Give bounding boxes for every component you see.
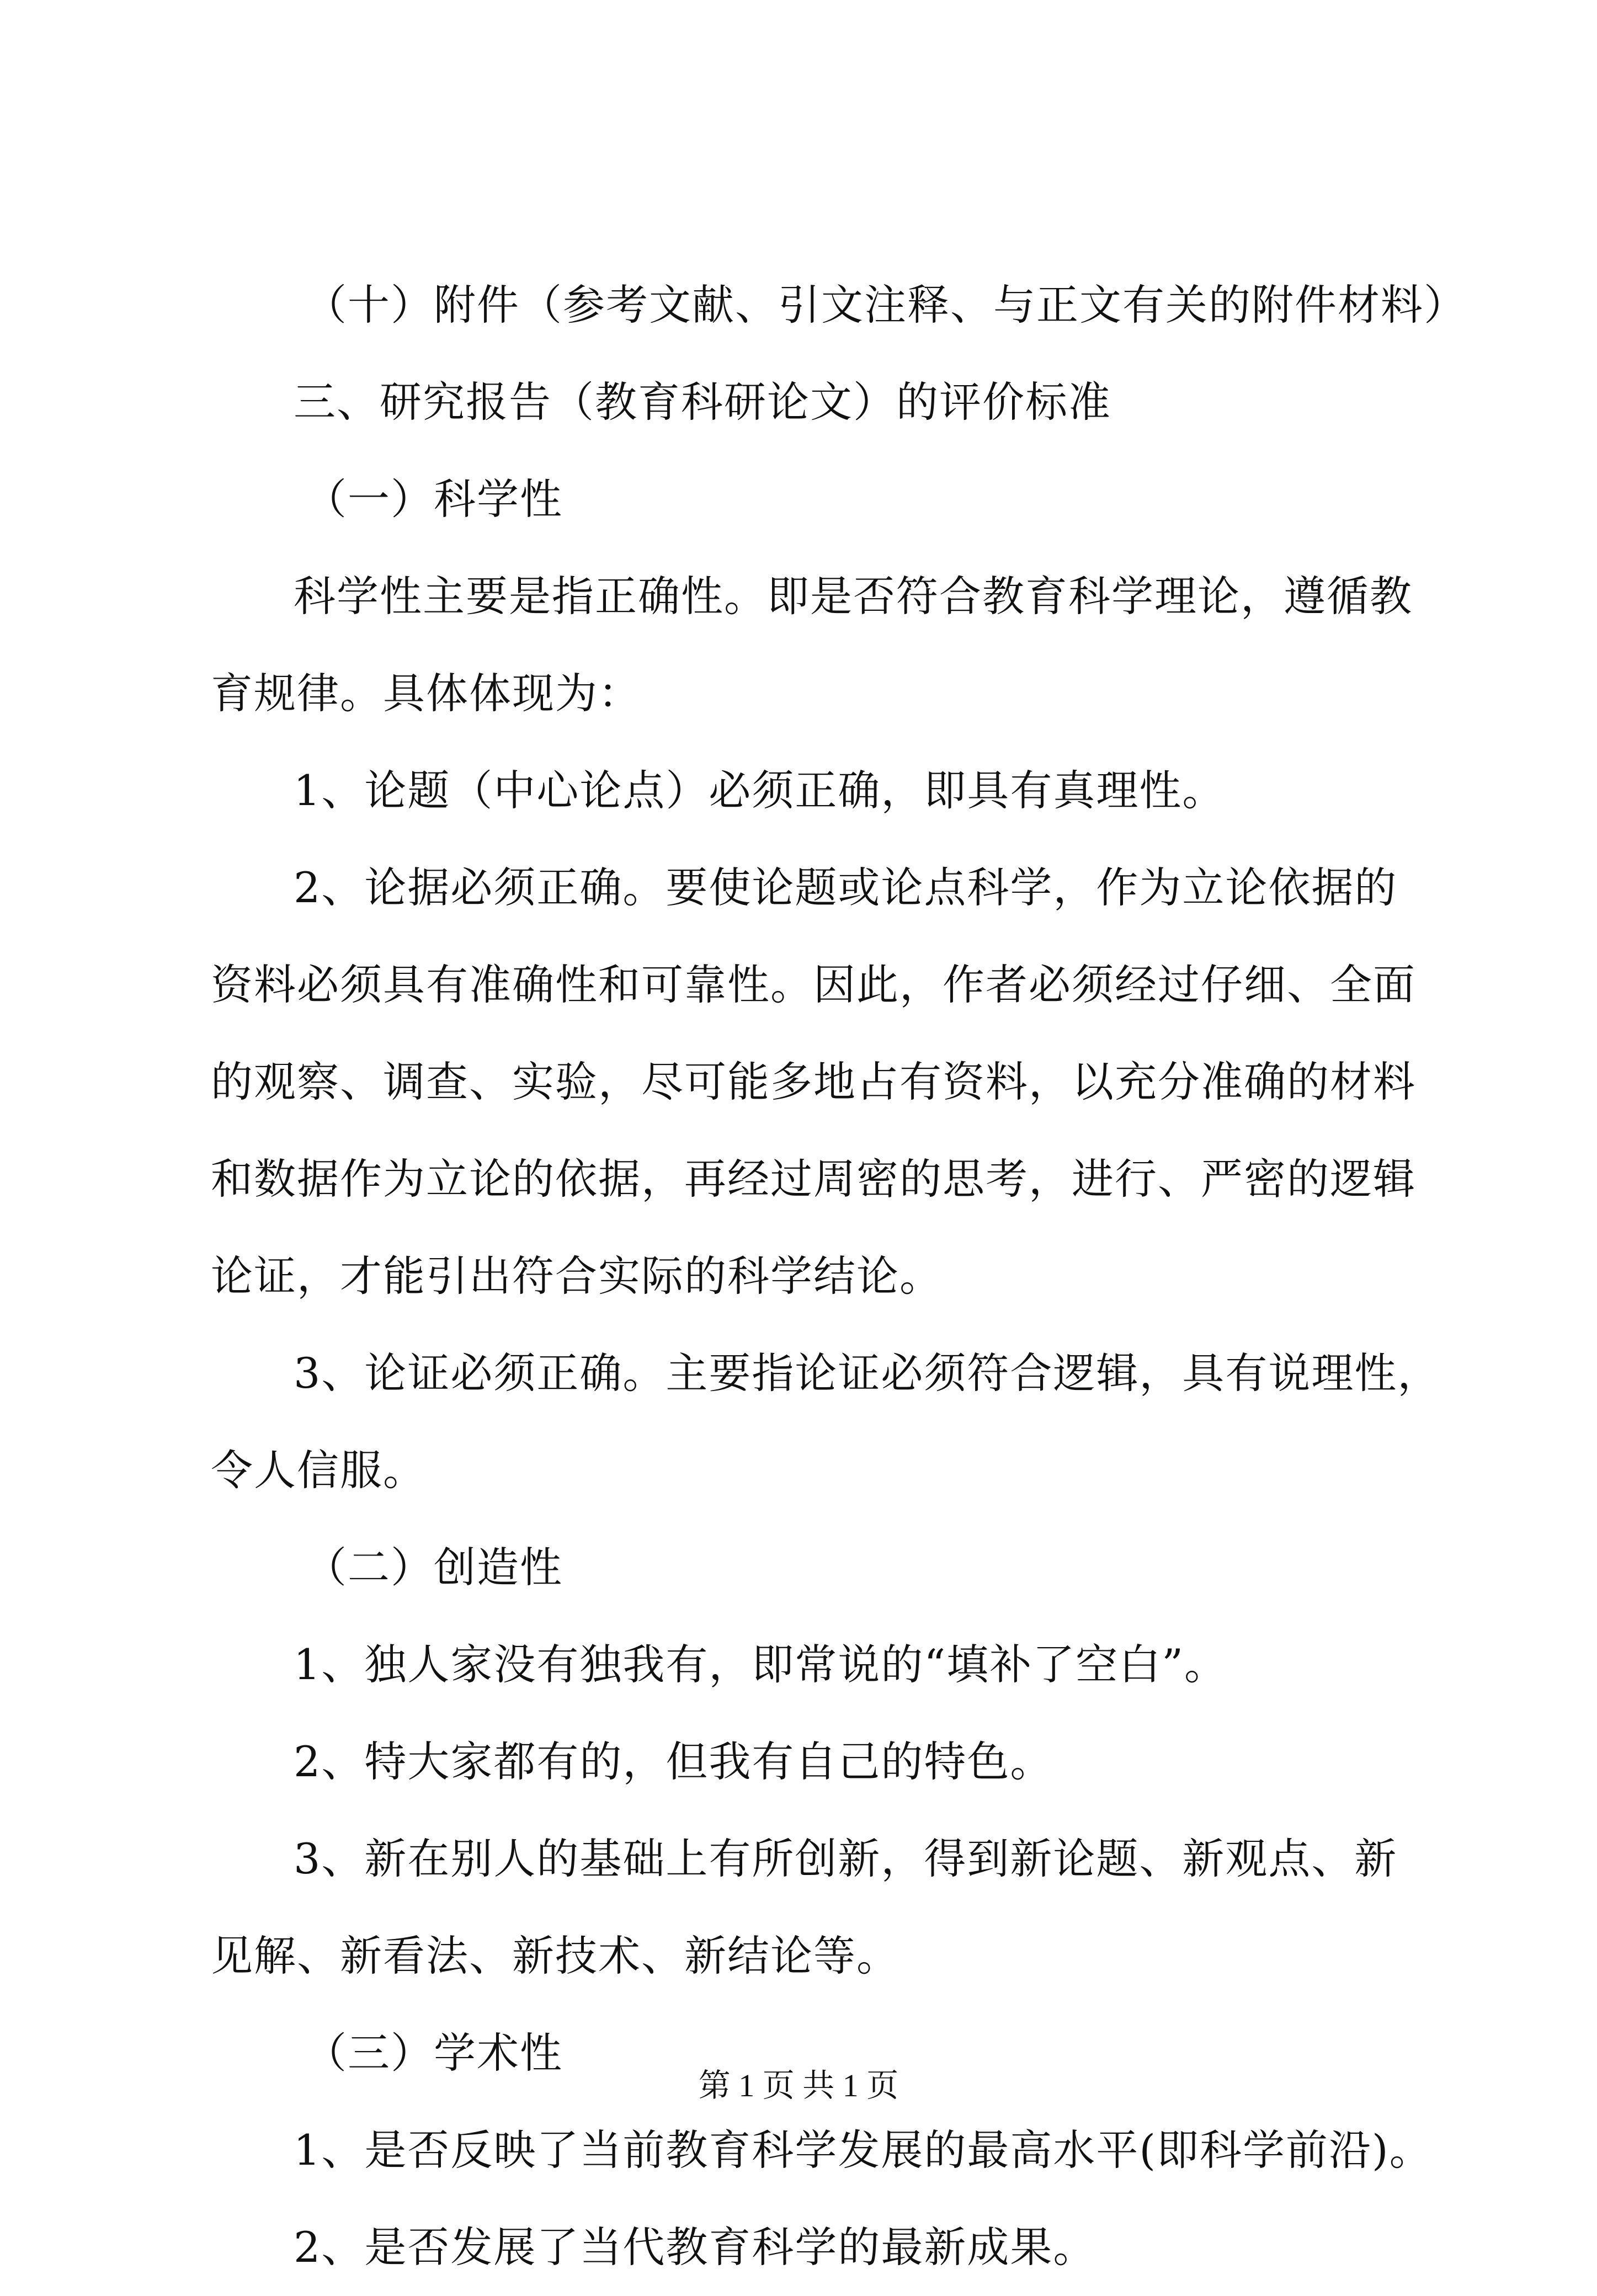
text-line: 育规律。具体体现为： (211, 669, 641, 718)
text-line: 1、是否反映了当前教育科学发展的最高水平(即科学前沿)。 (294, 2125, 1433, 2175)
text-line: 2、特大家都有的，但我有自己的特色。 (294, 1737, 1053, 1786)
text-line: 资料必须具有准确性和可靠性。因此，作者必须经过仔细、全面 (211, 960, 1416, 1009)
text-line: （二）创造性 (305, 1543, 563, 1592)
text-line: 1、论题（中心论点）必须正确，即具有真理性。 (294, 766, 1226, 815)
text-line: 的观察、调查、实验，尽可能多地占有资料，以充分准确的材料 (211, 1057, 1416, 1106)
text-line: 论证，才能引出符合实际的科学结论。 (211, 1251, 943, 1301)
text-line: 三、研究报告（教育科研论文）的评价标准 (294, 377, 1111, 427)
text-line: 3、论证必须正确。主要指论证必须符合逻辑，具有说理性， (294, 1349, 1441, 1398)
text-line: 科学性主要是指正确性。即是否符合教育科学理论，遵循教 (294, 572, 1413, 621)
text-line: 3、新在别人的基础上有所创新，得到新论题、新观点、新 (294, 1834, 1398, 1883)
text-line: 见解、新看法、新技术、新结论等。 (211, 1931, 899, 1980)
text-line: 2、论据必须正确。要使论题或论点科学，作为立论依据的 (294, 863, 1398, 912)
text-line: （十）附件（参考文献、引文注释、与正文有关的附件材料） (305, 280, 1467, 329)
text-line: 令人信服。 (211, 1446, 426, 1495)
text-line: 2、是否发展了当代教育科学的最新成果。 (294, 2223, 1096, 2272)
text-line: （一）科学性 (305, 475, 563, 524)
text-line: 1、独人家没有独我有，即常说的“填补了空白”。 (294, 1640, 1228, 1689)
text-line: 和数据作为立论的依据，再经过周密的思考，进行、严密的逻辑 (211, 1154, 1416, 1203)
page-footer: 第 1 页 共 1 页 (698, 2068, 899, 2103)
text-line: （三）学术性 (305, 2028, 563, 2077)
document-body (211, 257, 1467, 2296)
